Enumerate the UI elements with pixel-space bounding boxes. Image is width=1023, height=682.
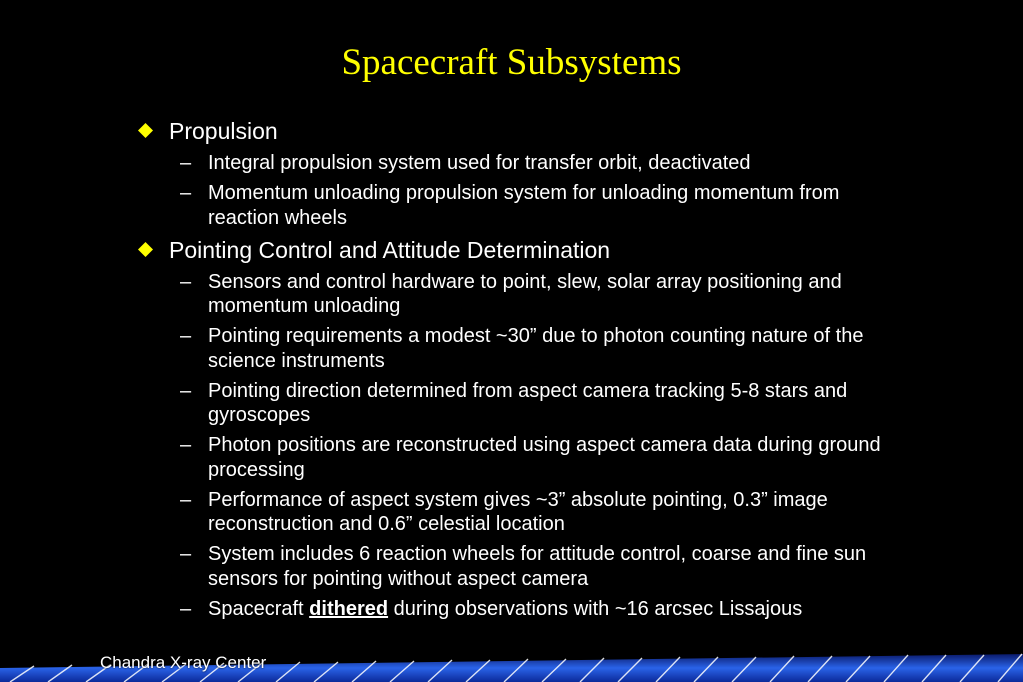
bullet-label: Propulsion (169, 118, 278, 144)
sub-bullet: – Sensors and control hardware to point, slew, solar array positioning and momentum unloading (180, 270, 842, 317)
sub-bullet: – Pointing direction determined from aspect camera tracking 5-8 stars and gyroscopes (180, 379, 848, 426)
sub-bullet: – System includes 6 reaction wheels for attitude control, coarse and fine sun sensors for pointing without aspect camera (180, 543, 867, 590)
sub-bullet-text: Momentum unloading propulsion system for unloading momentum from reaction wheels (208, 182, 840, 229)
slide-title: Spacecraft Subsystems (341, 42, 682, 83)
sub-bullet: – Performance of aspect system gives ~3” absolute pointing, 0.3” image reconstruction and 0.6” celestial location (180, 488, 828, 535)
sub-bullet-text-suffix: during observations with ~16 arcsec Lissajous (388, 597, 803, 620)
sub-bullet: – Photon positions are reconstructed using aspect camera data during ground processing (180, 434, 881, 481)
bullet-pointing-control (0, 236, 1023, 264)
footer-label: Chandra X-ray Center (100, 653, 267, 672)
sub-bullet-text: Sensors and control hardware to point, slew, solar array positioning and momentum unloading (208, 270, 842, 317)
diamond-bullet-icon (138, 242, 153, 257)
sub-bullet: – Integral propulsion system used for transfer orbit, deactivated (180, 152, 751, 174)
sub-bullet-text: Integral propulsion system used for transfer orbit, deactivated (208, 152, 751, 174)
sub-bullet-text: Pointing requirements a modest ~30” due to photon counting nature of the science instruments (208, 325, 864, 372)
sub-bullet-dithered: – Spacecraft dithered during observations with ~16 arcsec Lissajous (180, 597, 803, 620)
sub-bullet-text-prefix: Spacecraft (208, 597, 310, 620)
sub-bullet-text: Performance of aspect system gives ~3” absolute pointing, 0.3” image reconstruction and 0.6” celestial location (208, 488, 828, 535)
diamond-bullet-icon (138, 123, 153, 138)
sub-bullet-text: System includes 6 reaction wheels for attitude control, coarse and fine sun sensors for pointing without aspect camera (208, 543, 867, 590)
bullet-propulsion (0, 117, 1023, 145)
sub-bullet-text: Pointing direction determined from aspect camera tracking 5-8 stars and gyroscopes (208, 379, 848, 426)
bullet-label: Pointing Control and Attitude Determination (169, 236, 611, 263)
sub-bullet: – Momentum unloading propulsion system for unloading momentum from reaction wheels (180, 182, 840, 229)
sub-bullet-text: Photon positions are reconstructed using aspect camera data during ground processing (208, 434, 881, 481)
dithered-emphasis: dithered (309, 597, 389, 620)
sub-bullet: – Pointing requirements a modest ~30” due to photon counting nature of the science instruments (180, 325, 864, 372)
slide-body (0, 117, 1023, 627)
